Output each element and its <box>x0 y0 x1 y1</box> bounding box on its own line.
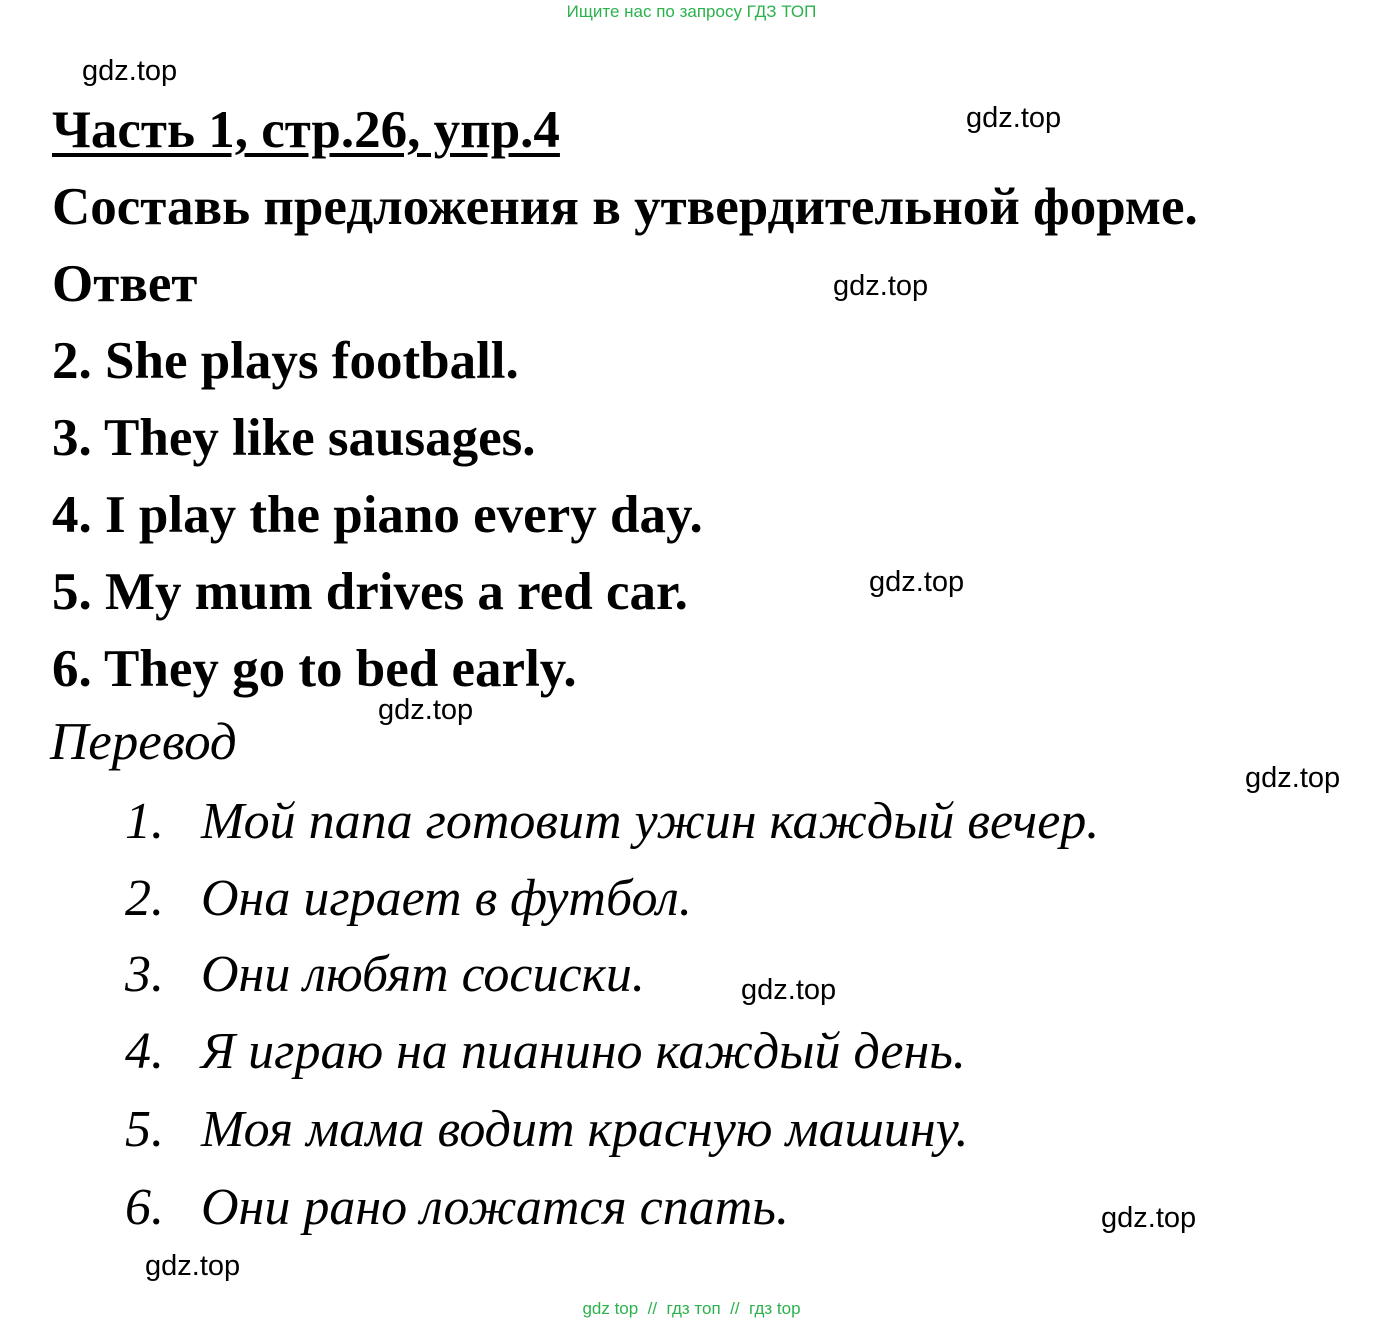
bottom-banner: gdz top // гдз топ // гдз top <box>582 1299 801 1318</box>
watermark: gdz.top <box>145 1250 241 1282</box>
translation-number: 5. <box>125 1101 164 1158</box>
translation-number: 1. <box>125 793 164 850</box>
answer-item: 6. They go to bed early. <box>52 640 577 698</box>
watermark: gdz.top <box>966 102 1062 134</box>
translation-text: Мой папа готовит ужин каждый вечер. <box>201 793 1100 850</box>
watermark: gdz.top <box>378 694 474 726</box>
translation-number: 3. <box>125 946 164 1003</box>
answer-item: 5. My mum drives a red car. <box>52 563 688 621</box>
answer-item: 3. They like sausages. <box>52 409 536 467</box>
translation-item <box>125 1178 789 1237</box>
translation-text: Я играю на пианино каждый день. <box>201 1023 966 1080</box>
watermark: gdz.top <box>1245 762 1341 794</box>
translation-item <box>125 945 645 1004</box>
translation-item <box>125 1100 968 1159</box>
top-banner: Ищите нас по запросу ГДЗ ТОП <box>566 2 817 21</box>
translation-item <box>125 792 1099 851</box>
answer-heading: Ответ <box>52 255 198 313</box>
translation-number: 4. <box>125 1023 164 1080</box>
translation-text: Они рано ложатся спать. <box>201 1179 789 1236</box>
watermark: gdz.top <box>833 270 929 302</box>
translation-text: Они любят сосиски. <box>201 946 645 1003</box>
task-text: Составь предложения в утвердительной форме. <box>52 178 1198 236</box>
watermark: gdz.top <box>82 55 178 87</box>
watermark: gdz.top <box>1101 1202 1197 1234</box>
translation-text: Она играет в футбол. <box>201 870 692 927</box>
answer-item: 2. She plays football. <box>52 332 519 390</box>
translation-text: Моя мама водит красную машину. <box>201 1101 969 1158</box>
page-title: Часть 1, стр.26, упр.4 <box>52 101 560 159</box>
watermark: gdz.top <box>741 974 837 1006</box>
answer-item: 4. I play the piano every day. <box>52 486 703 544</box>
watermark: gdz.top <box>869 566 965 598</box>
translation-number: 2. <box>125 870 164 927</box>
translation-number: 6. <box>125 1179 164 1236</box>
translation-heading: Перевод <box>50 713 237 771</box>
translation-item <box>125 1022 966 1081</box>
translation-item <box>125 869 692 928</box>
